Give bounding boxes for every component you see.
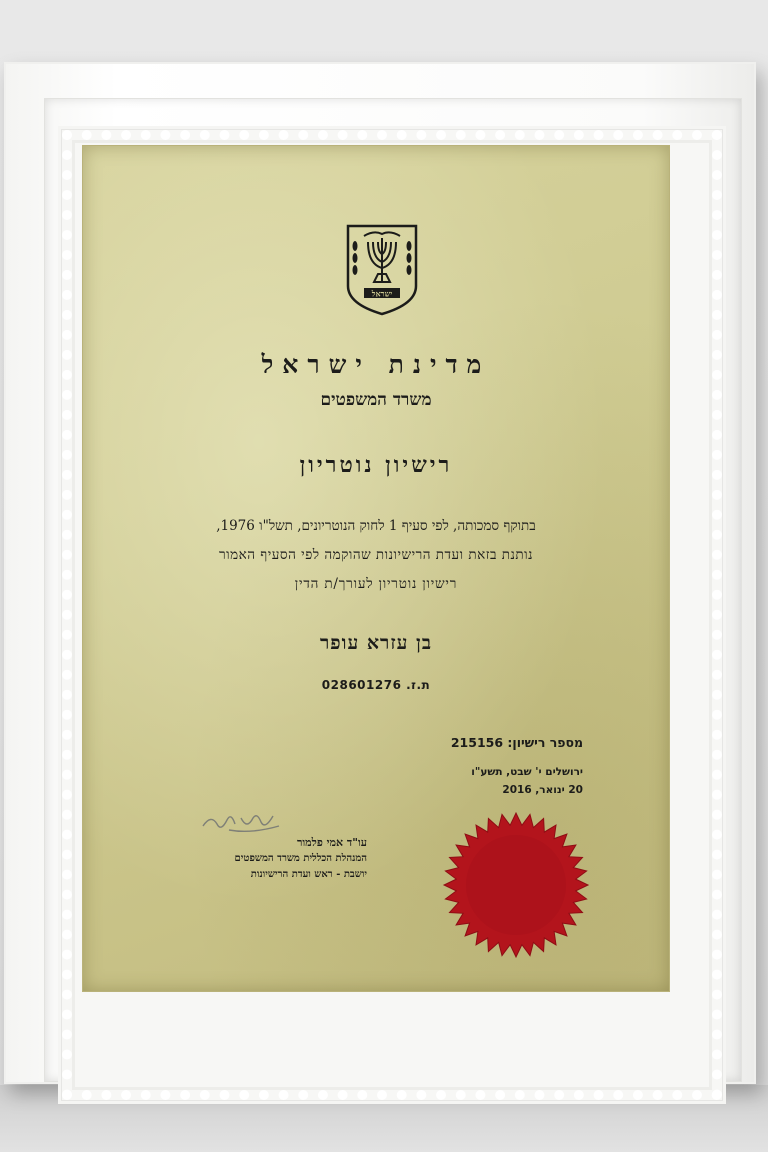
emblem-caption: ישראל bbox=[371, 288, 393, 299]
holder-name: בן עזרא עופר bbox=[319, 632, 433, 654]
body-line-3: רישיון נוטריון לעורך/ת הדין bbox=[294, 576, 458, 592]
certificate-title: רישיון נוטריון bbox=[299, 452, 453, 478]
gregorian-date: 20 ינואר, 2016 bbox=[502, 784, 583, 796]
license-number: מספר רישיון: 215156 bbox=[450, 735, 583, 750]
handwritten-signature bbox=[201, 808, 283, 838]
certificate-paper bbox=[82, 145, 670, 992]
red-wax-seal bbox=[441, 810, 591, 960]
signer-name: עו"ד אמי פלמור bbox=[296, 836, 367, 849]
holder-id: ת.ז. 028601276 bbox=[321, 678, 431, 692]
state-name: מדינת ישראל bbox=[261, 350, 491, 379]
signer-role-2: יושבת - ראש ועדת הרישיונות bbox=[250, 869, 367, 880]
body-line-1: בתוקף סמכותה, לפי סעיף 1 לחוק הנוטריונים, תשל"ו 1976, bbox=[216, 518, 536, 534]
menorah-emblem-icon bbox=[344, 224, 420, 316]
body-line-2: נותנת בזאת ועדת הרישיונות שהוקמה לפי הסעיף האמור bbox=[219, 547, 533, 563]
ministry-name: משרד המשפטים bbox=[320, 390, 432, 410]
signer-role-1: המנהלת הכללית משרד המשפטים bbox=[234, 853, 367, 864]
hebrew-date: ירושלים י' שבט, תשע"ו bbox=[471, 766, 583, 778]
